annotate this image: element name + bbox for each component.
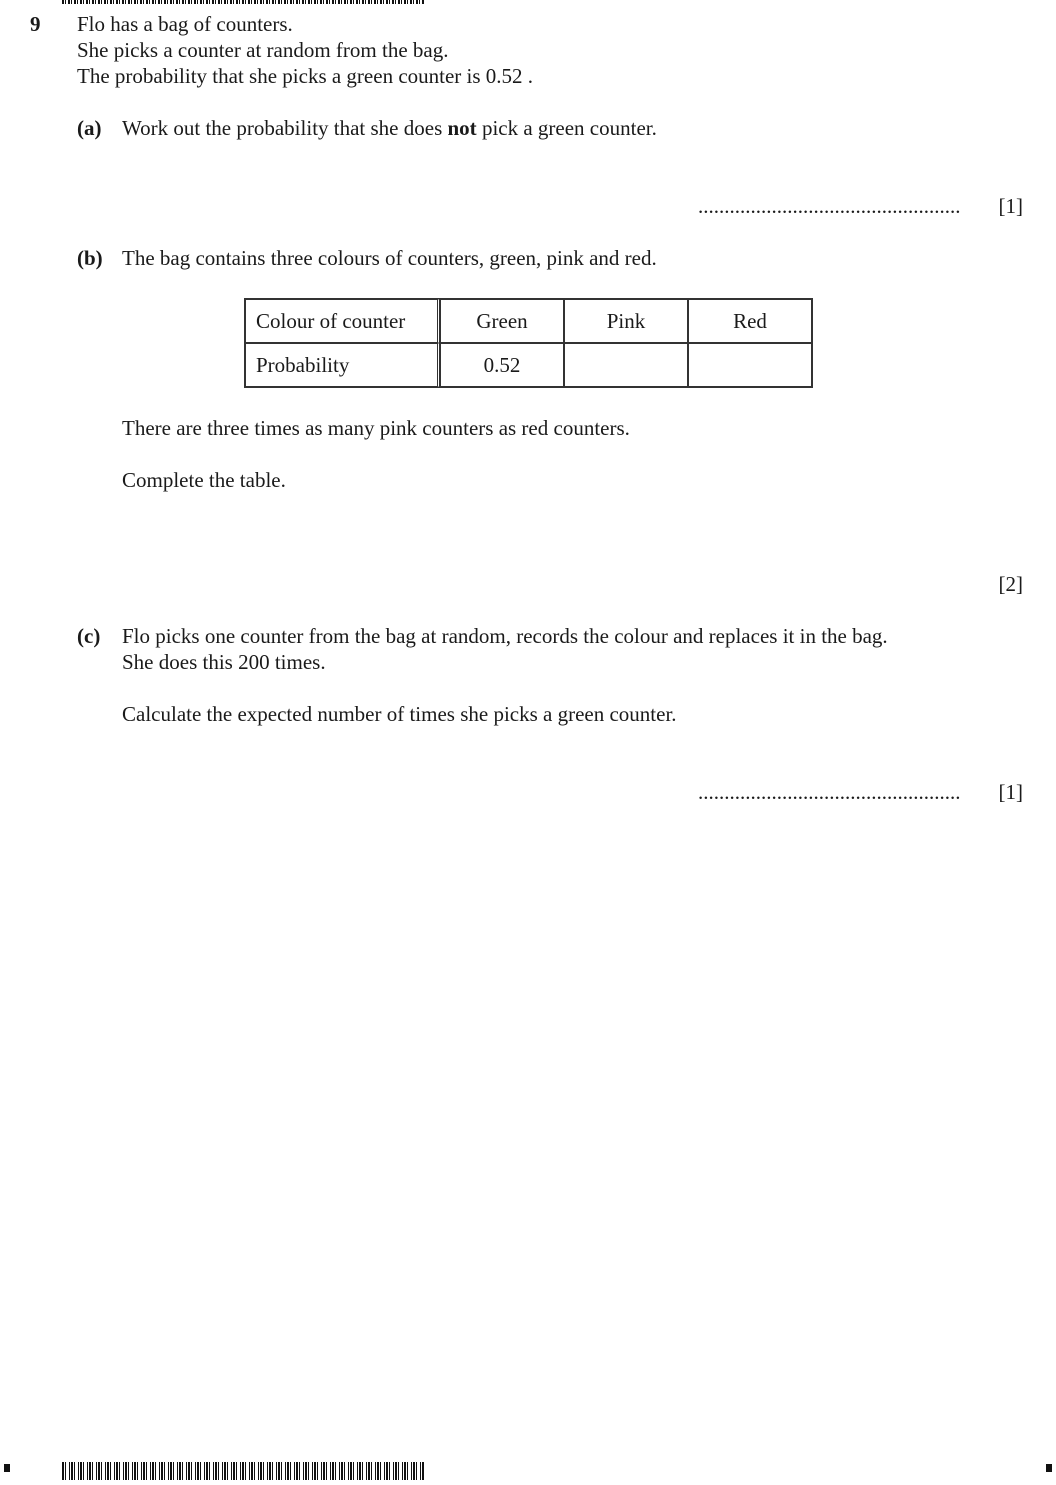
question-number: 9 — [30, 12, 41, 36]
part-a-marks: [1] — [998, 194, 1023, 218]
table-header-colour: Colour of counter — [245, 299, 440, 343]
table-cell-red[interactable] — [688, 343, 812, 387]
top-barcode — [62, 0, 424, 4]
table-header-row — [245, 299, 812, 343]
table-row — [245, 343, 812, 387]
part-c-text-3: Calculate the expected number of times she picks a green counter. — [122, 702, 677, 726]
intro-line-1: Flo has a bag of counters. — [77, 12, 293, 36]
part-b-text: The bag contains three colours of counters, green, pink and red. — [122, 246, 657, 270]
table-header-green: Green — [440, 299, 564, 343]
table-row-label: Probability — [245, 343, 440, 387]
probability-table — [244, 298, 813, 388]
table-header-pink: Pink — [564, 299, 688, 343]
part-a-answer-line[interactable]: .................................................. — [698, 194, 961, 218]
intro-line-3: The probability that she picks a green counter is 0.52 . — [77, 64, 534, 88]
part-c-text-2: She does this 200 times. — [122, 650, 326, 674]
part-b-marks: [2] — [998, 572, 1023, 596]
bottom-barcode — [62, 1462, 424, 1480]
part-c-marks: [1] — [998, 780, 1023, 804]
part-b-instruction: Complete the table. — [122, 468, 286, 492]
part-b-text-2: There are three times as many pink counters as red counters. — [122, 416, 630, 440]
registration-mark-left — [4, 1464, 10, 1472]
table-cell-green: 0.52 — [440, 343, 564, 387]
part-a-label: (a) — [77, 116, 102, 140]
emphasis-not: not — [447, 116, 477, 140]
intro-line-2: She picks a counter at random from the bag. — [77, 38, 449, 62]
part-c-answer-line[interactable]: .................................................. — [698, 780, 961, 804]
table-header-red: Red — [688, 299, 812, 343]
part-c-text-1: Flo picks one counter from the bag at random, records the colour and replaces it in the bag. — [122, 624, 888, 648]
table-cell-pink[interactable] — [564, 343, 688, 387]
registration-mark-right — [1046, 1464, 1052, 1472]
part-a-text: Work out the probability that she does not pick a green counter. — [122, 116, 657, 140]
part-c-label: (c) — [77, 624, 101, 648]
part-b-label: (b) — [77, 246, 103, 270]
